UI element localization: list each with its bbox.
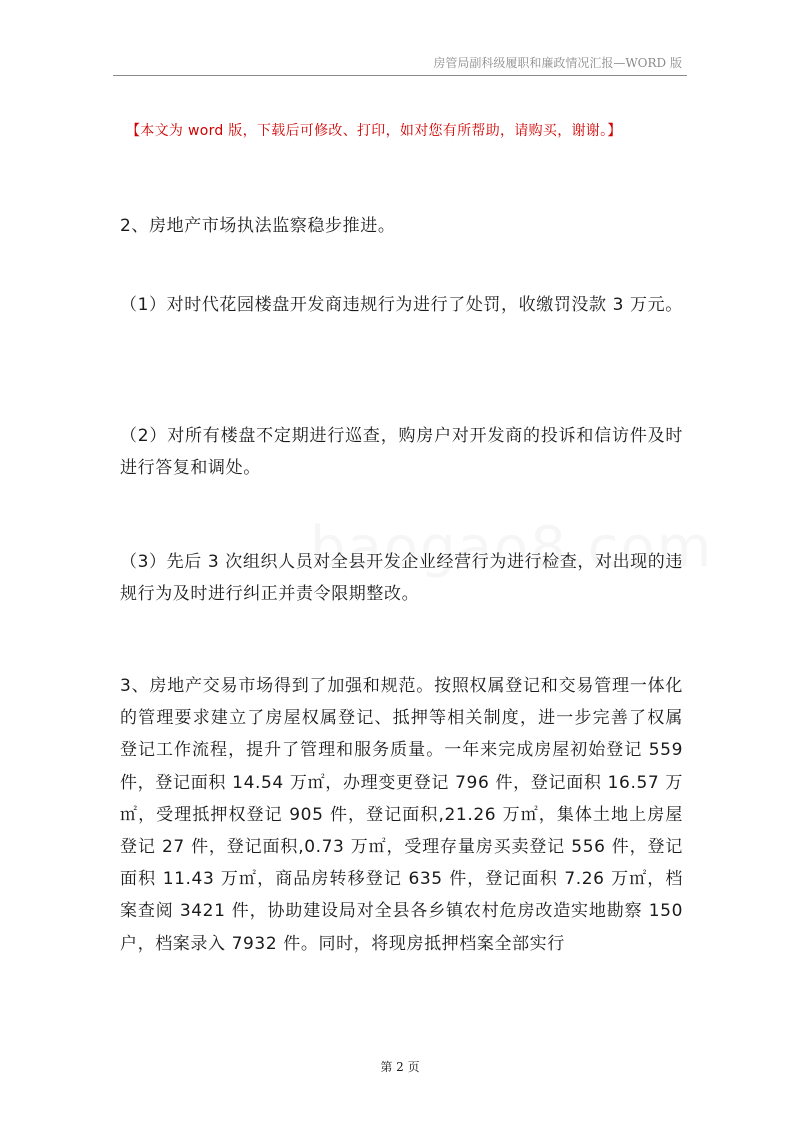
paragraph-item-3: （3）先后 3 次组织人员对全县开发企业经营行为进行检查，对出现的违规行为及时进行纠正并责令限期整改。 [120, 552, 683, 604]
paragraph-item-1: （1）对时代花园楼盘开发商违规行为进行了处罚，收缴罚没款 3 万元。 [120, 295, 683, 315]
purchase-notice: 【本文为 word 版，下载后可修改、打印，如对您有所帮助，请购买，谢谢。】 [126, 123, 622, 139]
paragraph-item-2: （2）对所有楼盘不定期进行巡查，购房户对开发商的投诉和信访件及时进行答复和调处。 [120, 426, 683, 478]
header-divider [113, 75, 687, 76]
running-header: 房管局副科级履职和廉政情况汇报—WORD 版 [433, 56, 682, 70]
page-number: 第 2 页 [380, 1060, 420, 1074]
paragraph-section-2-heading: 2、房地产市场执法监察稳步推进。 [120, 216, 396, 236]
paragraph-section-3: 3、房地产交易市场得到了加强和规范。按照权属登记和交易管理一体化的管理要求建立了房屋权属登记、抵押等相关制度，进一步完善了权属登记工作流程，提升了管理和服务质量。一年来完成房屋初始登记 559 件，登记面积 14.54 万㎡，办理变更登记 796 件，登记面积 16.57 万㎡，受理抵押权登记 905 件，登记面积,21.26 万㎡，集体土地上房屋登记 27 件，登记面积,0.73 万㎡，受理存量房买卖登记 556 件，登记面积 11.43 万㎡，商品房转移登记 635 件，登记面积 7.26 万㎡，档案查阅 3421 件，协助建设局对全县各乡镇农村危房改造实地勘察 150 户，档案录入 7932 件。同时，将现房抵押档案全部实行 [120, 676, 683, 954]
